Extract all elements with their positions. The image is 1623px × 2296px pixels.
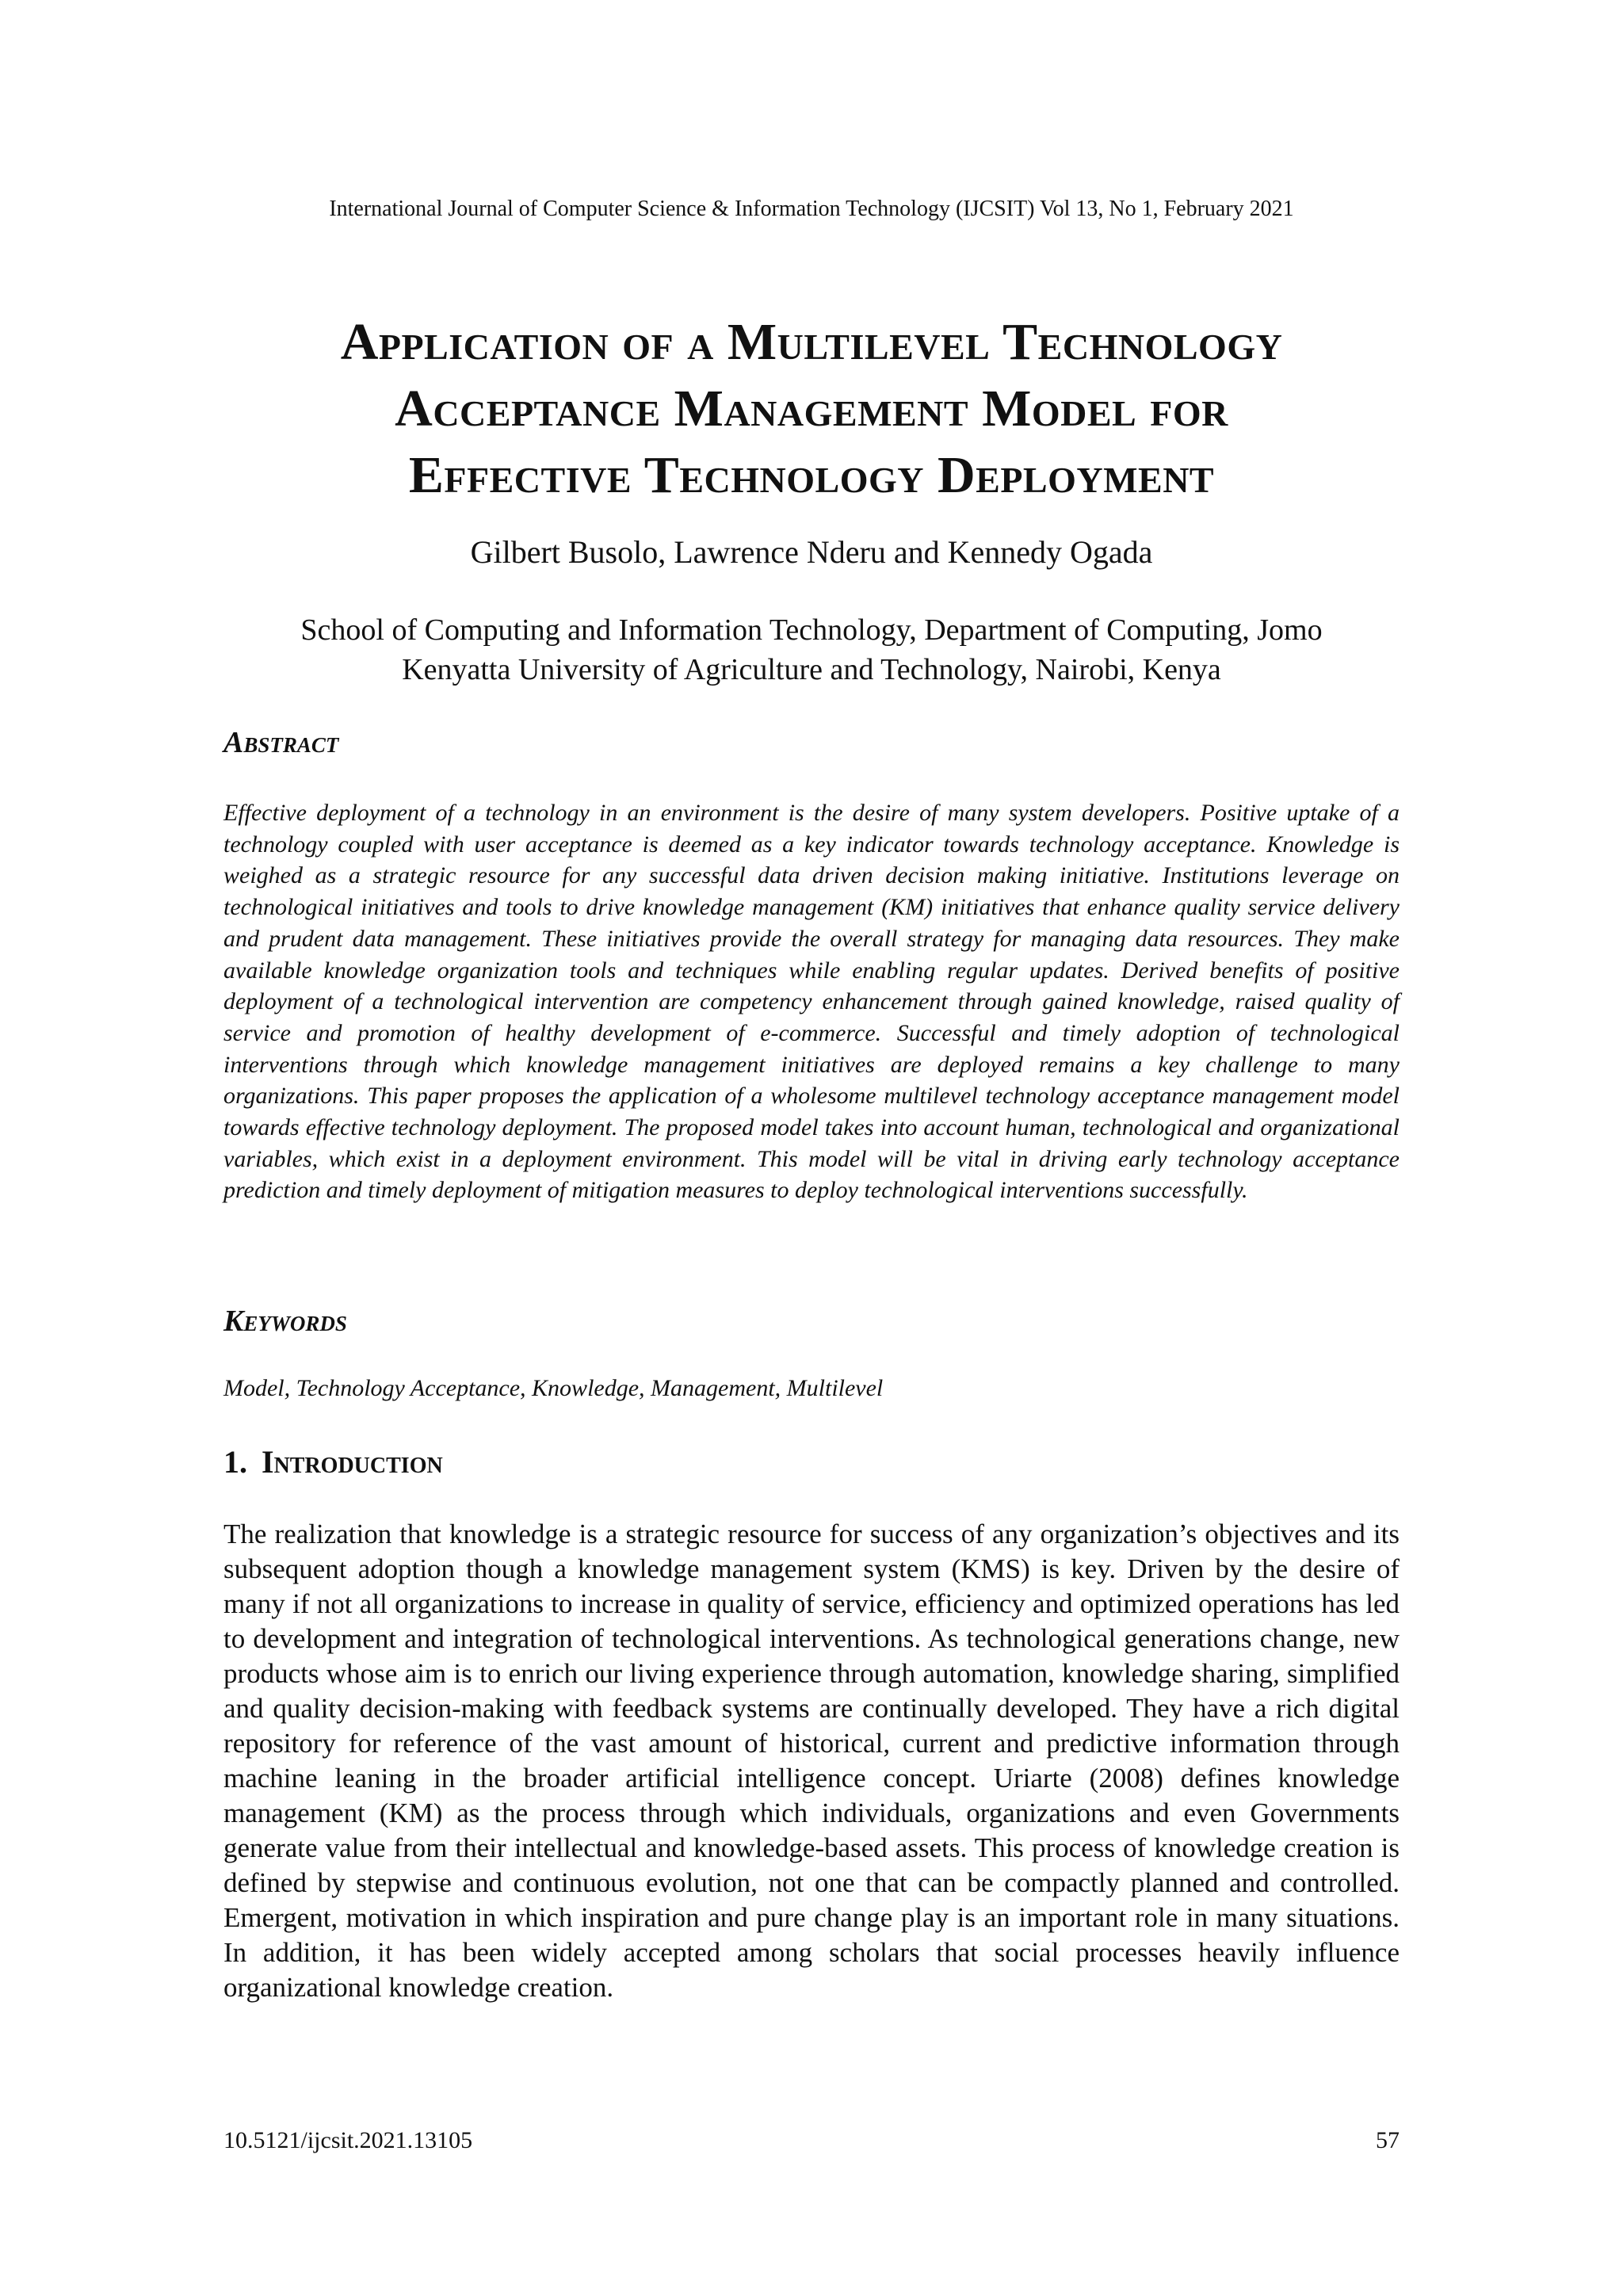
title-line: Effective Technology Deployment <box>408 446 1215 504</box>
abstract-text: Effective deployment of a technology in an environment is the desire of many system developers. Positive uptake of a technology coupled with user acceptance is deemed as a key indicator towards technology acceptance. Knowledge is weighed as a strategic resource for any successful data driven decision making initiative. Institutions leverage on technological initiatives and tools to drive knowledge management (KM) initiatives that enhance quality service delivery and prudent data management. These initiatives provide the overall strategy for managing data resources. They make available knowledge organization tools and techniques while enabling regular updates. Derived benefits of positive deployment of a technological intervention are competency enhancement through gained knowledge, raised quality of service and promotion of healthy development of e-commerce. Successful and timely adoption of technological interventions through which knowledge management initiatives are deployed remains a key challenge to many organizations. This paper proposes the application of a wholesome multilevel technology acceptance management model towards effective technology deployment. The proposed model takes into account human, technological and organizational variables, which exist in a deployment environment. This model will be vital in driving early technology acceptance prediction and timely deployment of mitigation measures to deploy technological interventions successfully. <box>223 800 1400 1204</box>
affiliation-line: School of Computing and Information Technology, Department of Computing, Jomo <box>300 613 1323 647</box>
introduction-heading <box>223 1442 443 1482</box>
footer-doi: 10.5121/ijcsit.2021.13105 <box>223 2127 473 2153</box>
page-number: 57 <box>1376 2127 1400 2153</box>
title-line: Acceptance Management Model for <box>395 380 1228 437</box>
paper-title <box>190 309 1433 509</box>
author-list: Gilbert Busolo, Lawrence Nderu and Kennedy Ogada <box>470 534 1153 570</box>
section-title: Introduction <box>262 1444 443 1480</box>
section-number: 1. <box>223 1444 247 1480</box>
keywords-heading: Keywords <box>223 1305 347 1338</box>
running-header: International Journal of Computer Science & Information Technology (IJCSIT) Vol 13, No 1, February 2021 <box>329 197 1294 221</box>
keywords-text: Model, Technology Acceptance, Knowledge, Management, Multilevel <box>223 1375 884 1401</box>
affiliation-line: Kenyatta University of Agriculture and Technology, Nairobi, Kenya <box>402 653 1221 686</box>
introduction-text: The realization that knowledge is a strategic resource for success of any organization’s objectives and its subsequent adoption though a knowledge management system (KMS) is key. Driven by the desire of many if not all organizations to increase in quality of service, efficiency and optimized operations has led to development and integration of technological interventions. As technological generations change, new products whose aim is to enrich our living experience through automation, knowledge sharing, simplified and quality decision-making with feedback systems are continually developed. They have a rich digital repository for reference of the vast amount of historical, current and predictive information through machine leaning in the broader artificial intelligence concept. Uriarte (2008) defines knowledge management (KM) as the process through which individuals, organizations and even Governments generate value from their intellectual and knowledge-based assets. This process of knowledge creation is defined by stepwise and continuous evolution, not one that can be compactly planned and controlled. Emergent, motivation in which inspiration and pure change play is an important role in many situations. In addition, it has been widely accepted among scholars that social processes heavily influence organizational knowledge creation. <box>223 1519 1400 2003</box>
title-line: Application of a Multilevel Technology <box>340 313 1283 371</box>
affiliation <box>206 610 1417 690</box>
abstract-heading: Abstract <box>223 726 339 759</box>
